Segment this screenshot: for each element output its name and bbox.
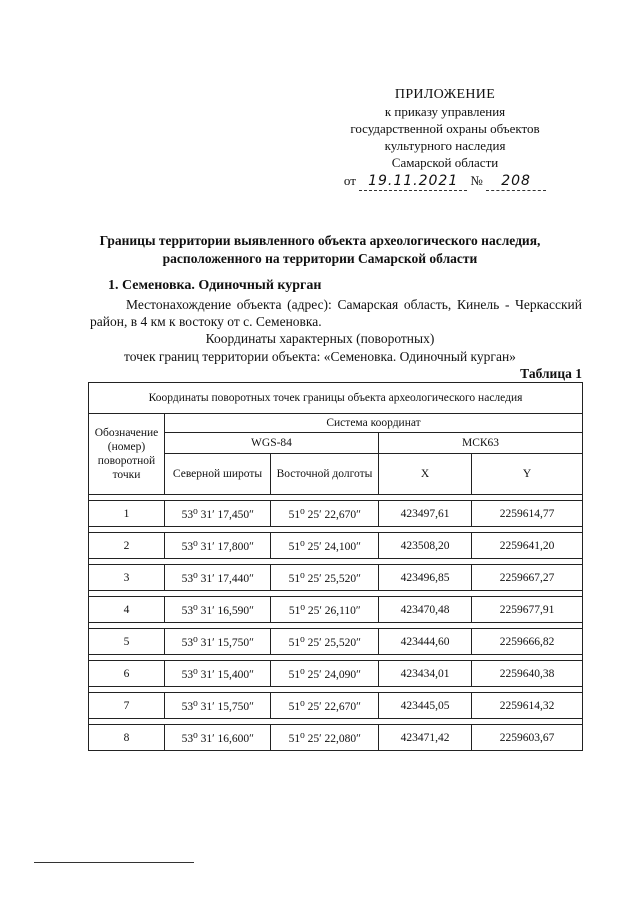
longitude-cell: 51⁰ 25ʹ 26,110ʺ	[271, 597, 379, 623]
latitude-cell: 53⁰ 31ʹ 17,800ʺ	[165, 533, 271, 559]
x-cell: 423497,61	[379, 501, 472, 527]
y-cell: 2259667,27	[472, 565, 583, 591]
annex-header	[300, 86, 590, 191]
longitude-cell: 51⁰ 25ʹ 22,670ʺ	[271, 693, 379, 719]
y-cell: 2259677,91	[472, 597, 583, 623]
table-row	[89, 565, 583, 591]
point-number: 7	[89, 693, 165, 719]
table-row	[89, 661, 583, 687]
point-number: 8	[89, 725, 165, 751]
wgs84-header: WGS-84	[165, 433, 379, 454]
point-number: 3	[89, 565, 165, 591]
annex-line-2: государственной охраны объектов	[350, 121, 540, 136]
point-number: 2	[89, 533, 165, 559]
latitude-cell: 53⁰ 31ʹ 15,400ʺ	[165, 661, 271, 687]
table-row	[89, 693, 583, 719]
table-caption: Координаты поворотных точек границы объекта археологического наследия	[89, 383, 583, 414]
y-cell: 2259641,20	[472, 533, 583, 559]
point-number: 5	[89, 629, 165, 655]
coords-intro-line-2: точек границ территории объекта: «Семеновка. Одиночный курган»	[124, 349, 516, 364]
msk63-header: МСК63	[379, 433, 583, 454]
table-row	[89, 725, 583, 751]
footnote-divider	[34, 862, 194, 863]
order-date: 19.11.2021	[359, 173, 467, 191]
x-cell: 423470,48	[379, 597, 472, 623]
point-number: 6	[89, 661, 165, 687]
y-cell: 2259603,67	[472, 725, 583, 751]
y-cell: 2259614,77	[472, 501, 583, 527]
table-header-row	[89, 414, 583, 433]
x-cell: 423444,60	[379, 629, 472, 655]
latitude-cell: 53⁰ 31ʹ 17,440ʺ	[165, 565, 271, 591]
table-row	[89, 533, 583, 559]
x-cell: 423434,01	[379, 661, 472, 687]
latitude-cell: 53⁰ 31ʹ 16,600ʺ	[165, 725, 271, 751]
number-label: №	[470, 173, 483, 188]
coordinate-system-header: Система координат	[165, 414, 583, 433]
annex-date-line	[300, 172, 590, 191]
x-cell: 423508,20	[379, 533, 472, 559]
section-title: 1. Семеновка. Одиночный курган	[108, 278, 322, 293]
x-cell: 423445,05	[379, 693, 472, 719]
point-number: 4	[89, 597, 165, 623]
y-cell: 2259666,82	[472, 629, 583, 655]
y-cell: 2259640,38	[472, 661, 583, 687]
document-title-line-1: Границы территории выявленного объекта археологического наследия,	[99, 233, 541, 248]
table-label: Таблица 1	[520, 366, 582, 381]
coords-intro-line-1: Координаты характерных (поворотных)	[205, 331, 435, 346]
location-text: Местонахождение объекта (адрес): Самарская область, Кинель - Черкасский район, в 4 км к востоку от с. Семеновка.	[90, 297, 582, 329]
from-label: от	[343, 173, 356, 188]
annex-line-3: культурного наследия	[384, 138, 506, 153]
document-title-line-2: расположенного на территории Самарской области	[162, 251, 478, 266]
longitude-cell: 51⁰ 25ʹ 25,520ʺ	[271, 629, 379, 655]
longitude-cell: 51⁰ 25ʹ 22,080ʺ	[271, 725, 379, 751]
table-row	[89, 597, 583, 623]
latitude-header: Северной широты	[165, 454, 271, 495]
order-number: 208	[486, 173, 546, 191]
x-cell: 423496,85	[379, 565, 472, 591]
latitude-cell: 53⁰ 31ʹ 16,590ʺ	[165, 597, 271, 623]
table-caption-row	[89, 383, 583, 414]
coordinates-table	[88, 382, 583, 751]
point-number-header: Обозначение (номер) поворотной точки	[89, 414, 165, 495]
latitude-cell: 53⁰ 31ʹ 15,750ʺ	[165, 629, 271, 655]
annex-line-4: Самарской области	[391, 155, 499, 170]
longitude-cell: 51⁰ 25ʹ 24,100ʺ	[271, 533, 379, 559]
longitude-cell: 51⁰ 25ʹ 24,090ʺ	[271, 661, 379, 687]
longitude-cell: 51⁰ 25ʹ 25,520ʺ	[271, 565, 379, 591]
location-paragraph	[90, 296, 582, 330]
y-cell: 2259614,32	[472, 693, 583, 719]
document-title	[60, 232, 580, 268]
annex-line-1: к приказу управления	[384, 104, 506, 119]
y-header: Y	[472, 454, 583, 495]
annex-title: ПРИЛОЖЕНИЕ	[394, 87, 496, 102]
latitude-cell: 53⁰ 31ʹ 17,450ʺ	[165, 501, 271, 527]
x-header: X	[379, 454, 472, 495]
longitude-cell: 51⁰ 25ʹ 22,670ʺ	[271, 501, 379, 527]
point-number: 1	[89, 501, 165, 527]
x-cell: 423471,42	[379, 725, 472, 751]
table-row	[89, 501, 583, 527]
table-row	[89, 629, 583, 655]
longitude-header: Восточной долготы	[271, 454, 379, 495]
latitude-cell: 53⁰ 31ʹ 15,750ʺ	[165, 693, 271, 719]
